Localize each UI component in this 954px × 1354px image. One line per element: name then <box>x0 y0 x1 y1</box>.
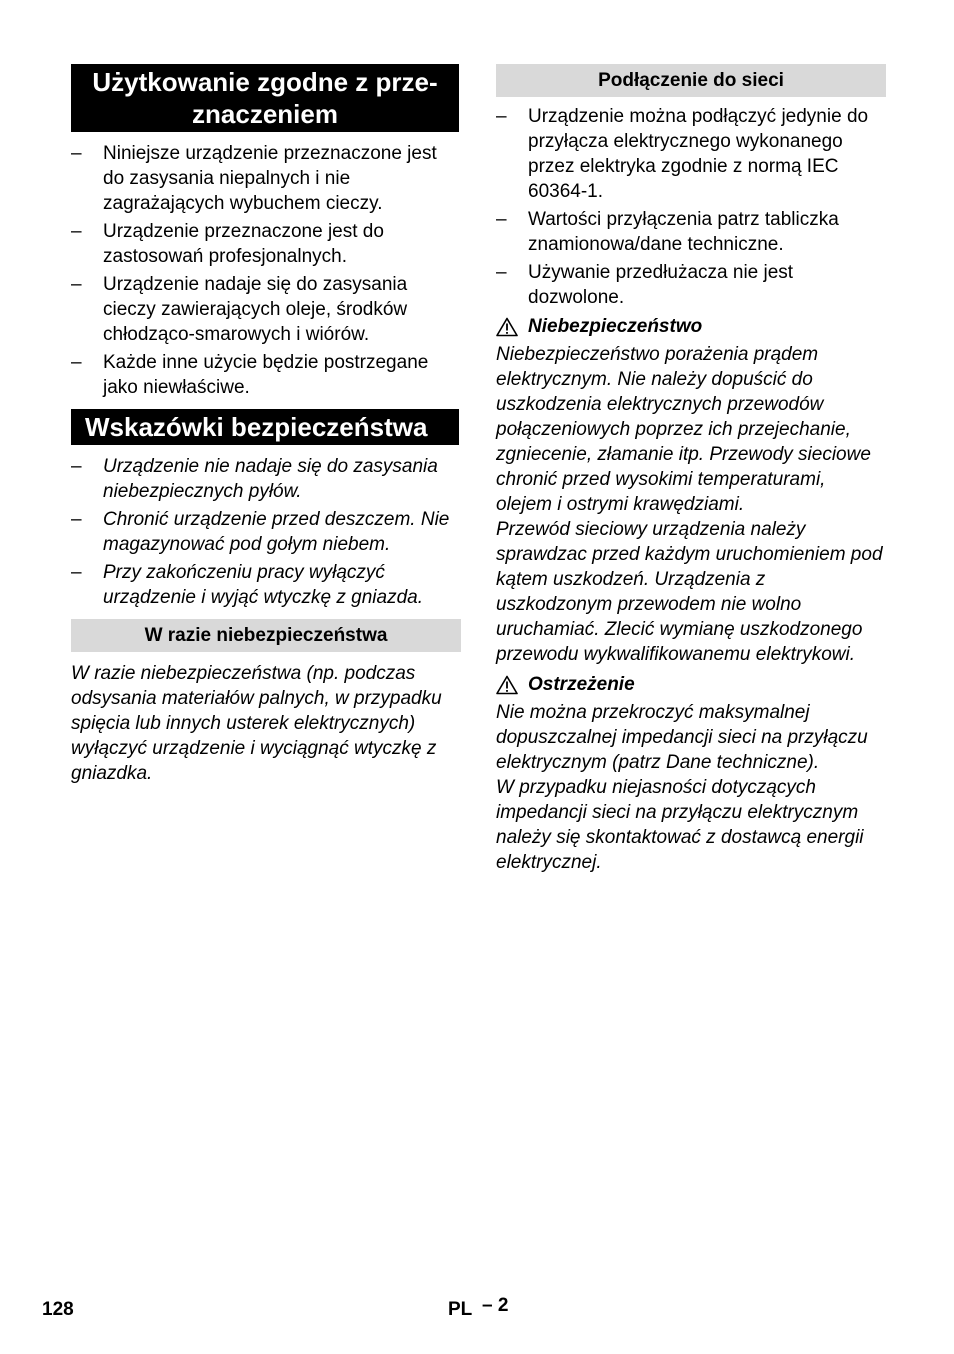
danger-heading: Niebezpieczeństwo <box>496 314 886 339</box>
section-title-mains-connection: Podłączenie do sieci <box>496 64 886 97</box>
dash-marker: – <box>71 509 82 530</box>
language-code: PL <box>448 1299 473 1320</box>
list-item: – Urządzenie nie nadaje się do zasysania niebezpiecznych pyłów. <box>71 456 438 502</box>
danger-text-1: Niebezpieczeństwo porażenia prądem elektrycznym. Nie należy dopuścić do uszkodzenia elektrycznych przewodów połączeniowych poprzez ich przejechanie, zgniecenie, złamanie itp. Przewody sieciowe chronić przed wysokimi temperaturami, olejem i ostrymi krawędziami. <box>496 344 871 515</box>
list-item: – Niniejsze urządzenie przeznaczone jest do zasysania niepalnych i nie zagrażających wybuchem cieczy. <box>71 143 437 214</box>
dash-marker: – <box>71 143 82 164</box>
list-item: – Każde inne użycie będzie postrzegane jako niewłaściwe. <box>71 352 429 398</box>
dash-marker: – <box>71 274 82 295</box>
list-item: – Urządzenie można podłączyć jedynie do przyłącza elektrycznego wykonanego przez elektryka zgodnie z normą IEC 60364-1. <box>496 106 869 202</box>
warning-text-1: Nie można przekroczyć maksymalnej dopuszczalnej impedancji sieci na przyłączu elektrycznym (patrz Dane techniczne). <box>496 702 868 773</box>
emergency-text: W razie niebezpieczeństwa (np. podczas odsysania materiałów palnych, w przypadku spięcia lub innych usterek elektrycznych) wyłączyć urządzenie i wyciągnąć wtyczkę z gniazdka. <box>71 663 442 784</box>
left-column <box>71 64 461 786</box>
danger-text-2: Przewód sieciowy urządzenia należy sprawdzac przed każdym uruchomieniem pod kątem uszkodzeń. Urządzenia z uszkodzonym przewodem nie wolno uruchamiać. Zlecić wymianę uszkodzonego przewodu wykwalifikowanemu elektrykowi. <box>496 519 883 665</box>
warning-heading: Ostrzeżenie <box>496 672 886 697</box>
dash-marker: – <box>71 456 82 477</box>
right-column <box>496 64 886 875</box>
list-item: – Urządzenie przeznaczone jest do zastosowań profesjonalnych. <box>71 221 384 267</box>
dash-marker: – <box>496 262 507 283</box>
warning-text-2: W przypadku niejasności dotyczących impedancji sieci na przyłączu elektrycznym należy się skontaktować z dostawcą energii elektrycznej. <box>496 777 864 873</box>
mains-connection-list <box>496 104 886 310</box>
warning-triangle-icon <box>496 317 518 337</box>
dash-marker: – <box>496 209 507 230</box>
dash-marker: – <box>71 562 82 583</box>
list-item: – Przy zakończeniu pracy wyłączyć urządzenie i wyjąć wtyczkę z gniazda. <box>71 562 423 608</box>
dash-marker: – <box>71 221 82 242</box>
warning-triangle-icon <box>496 675 518 695</box>
section-title-emergency: W razie niebezpieczeństwa <box>71 619 461 652</box>
section-title-intended-use: Użytkowanie zgodne z prze-znaczeniem <box>71 64 459 132</box>
section-page-number: – 2 <box>482 1295 509 1316</box>
list-item: – Urządzenie nadaje się do zasysania cieczy zawierających oleje, środków chłodząco-smarowych i wiórów. <box>71 274 408 345</box>
dash-marker: – <box>496 106 507 127</box>
list-item: – Chronić urządzenie przed deszczem. Nie magazynować pod gołym niebem. <box>71 509 450 555</box>
intended-use-list <box>71 141 461 400</box>
list-item: – Używanie przedłużacza nie jest dozwolone. <box>496 262 794 308</box>
section-title-safety: Wskazówki bezpieczeństwa <box>71 409 459 445</box>
dash-marker: – <box>71 352 82 373</box>
page-number: 128 <box>42 1299 74 1320</box>
safety-list <box>71 454 461 610</box>
list-item: – Wartości przyłączenia patrz tabliczka znamionowa/dane techniczne. <box>496 209 839 255</box>
